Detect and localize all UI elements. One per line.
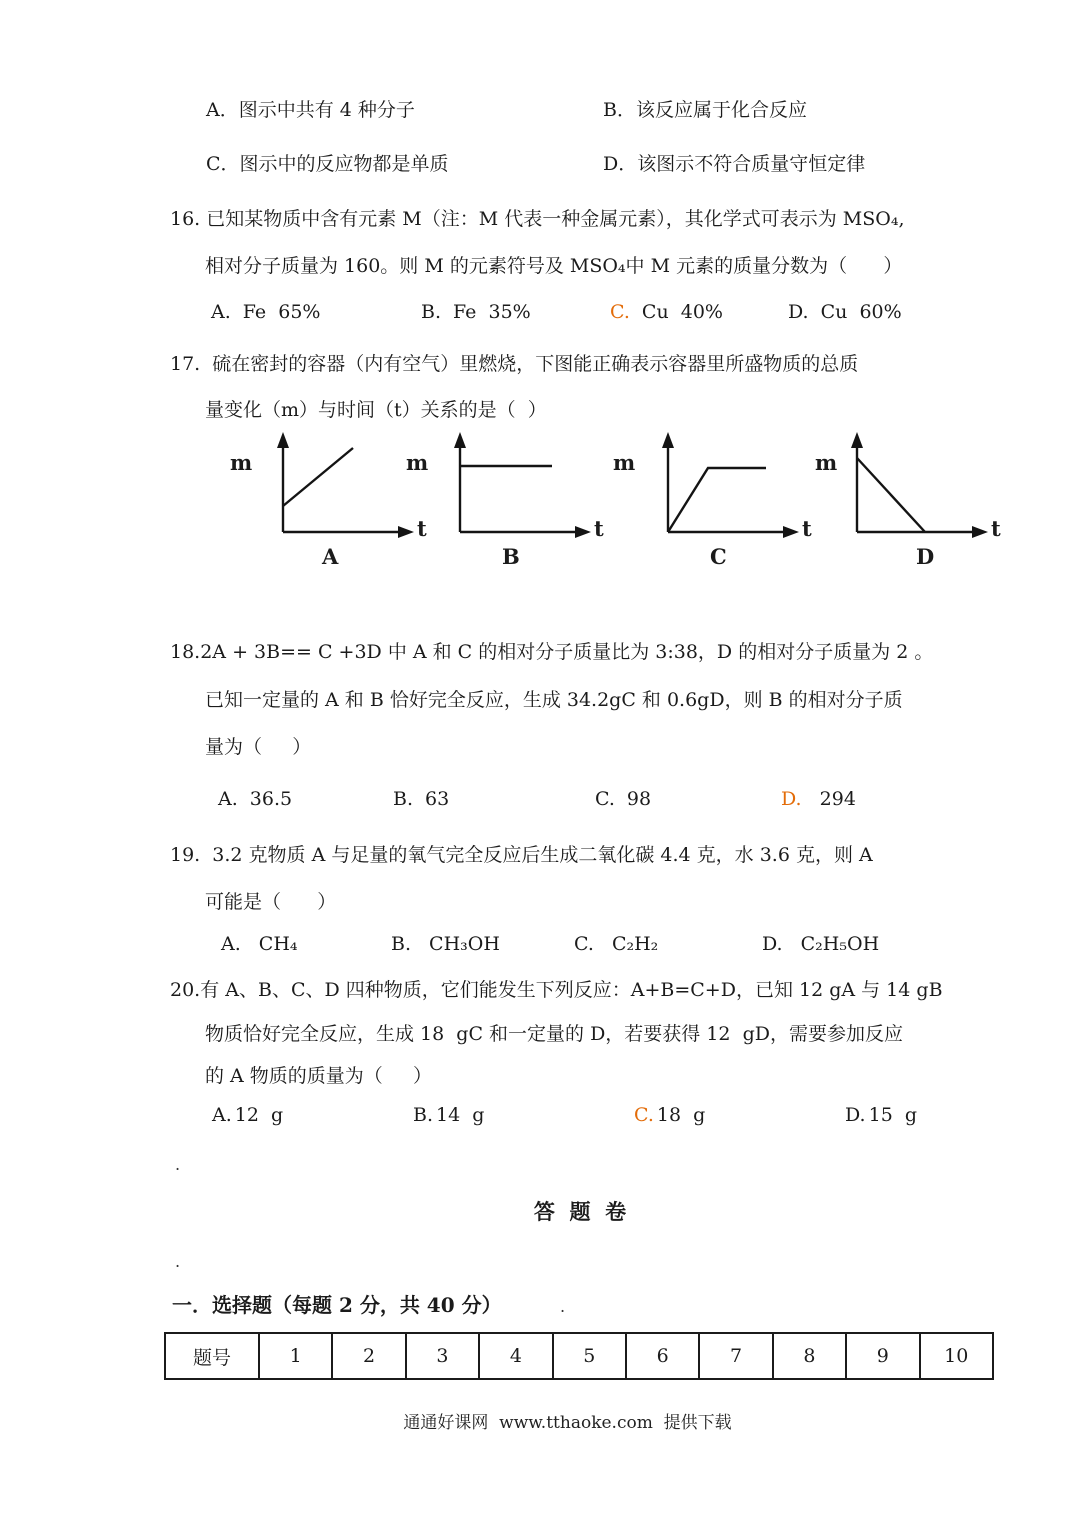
q16-option-d: D. Cu 60% (788, 301, 902, 323)
answer-cell-6: 6 (626, 1333, 699, 1379)
q20-option-a: A. 12 g (212, 1104, 284, 1126)
answer-cell-8: 8 (773, 1333, 846, 1379)
q19-line-1: 19. 3.2 克物质 A 与足量的氧气完全反应后生成二氧化碳 4.4 克，水 3.6 克，则 A (170, 844, 873, 866)
q18-line-2: 已知一定量的 A 和 B 恰好完全反应，生成 34.2gC 和 0.6gD，则 B 的相对分子质 (205, 689, 903, 711)
q17-graph-d-y-axis-label: m (815, 450, 838, 475)
q15-option-c: C．图示中的反应物都是单质 (206, 153, 449, 175)
q19-option-d: D. C₂H₅OH (762, 933, 880, 955)
answer-cell-7: 7 (699, 1333, 772, 1379)
answer-section-1-heading: 一．选择题（每题 2 分，共 40 分） (172, 1293, 502, 1317)
stray-dot-1: . (175, 1155, 181, 1174)
q19-option-a: A. CH₄ (221, 933, 298, 955)
q17-line-1: 17. 硫在密封的容器（内有空气）里燃烧，下图能正确表示容器里所盛物质的总质 (170, 353, 859, 375)
q18-option-a: A. 36.5 (218, 788, 293, 810)
q17-graph-c-y-axis-label: m (613, 450, 636, 475)
answer-cell-5: 5 (553, 1333, 626, 1379)
q17-graph-b-x-axis-label: t (594, 516, 604, 541)
q18-option-b: B. 63 (393, 788, 450, 810)
answer-table-header-cell: 题号 (165, 1333, 259, 1379)
q16-line-2: 相对分子质量为 160。则 M 的元素符号及 MSO₄中 M 元素的质量分数为（ ） (205, 255, 903, 277)
q20-line-3: 的 A 物质的质量为（ ） (205, 1065, 432, 1087)
q16-option-b: B. Fe 35% (421, 301, 531, 323)
answer-cell-10: 10 (920, 1333, 993, 1379)
q19-option-b: B. CH₃OH (391, 933, 500, 955)
answer-cell-4: 4 (479, 1333, 552, 1379)
answer-cell-1: 1 (259, 1333, 332, 1379)
q15-option-a: A．图示中共有 4 种分子 (206, 99, 415, 121)
q18-option-c: C. 98 (595, 788, 652, 810)
q20-option-b: B. 14 g (413, 1104, 485, 1126)
answer-cell-3: 3 (406, 1333, 479, 1379)
answer-sheet-title: 答 题 卷 (533, 1199, 627, 1224)
q17-graph-d (845, 432, 995, 544)
q18-line-1: 18.2A + 3B== C +3D 中 A 和 C 的相对分子质量比为 3:38，D 的相对分子质量为 2 。 (170, 641, 934, 663)
q17-graph-c-x-axis-label: t (802, 516, 812, 541)
answer-cell-9: 9 (846, 1333, 919, 1379)
q17-graph-c-letter: C (710, 544, 727, 569)
q17-graph-b-y-axis-label: m (406, 450, 429, 475)
q20-option-d: D. 15 g (845, 1104, 918, 1126)
q17-graph-c (656, 432, 806, 544)
answer-table-row (165, 1333, 993, 1379)
q17-graph-d-x-axis-label: t (991, 516, 1001, 541)
q15-option-d: D．该图示不符合质量守恒定律 (603, 153, 866, 175)
q20-line-1: 20.有 A、B、C、D 四种物质，它们能发生下列反应：A+B=C+D，已知 12 gA 与 14 gB (170, 979, 943, 1001)
q16-line-1: 16. 已知某物质中含有元素 M（注：M 代表一种金属元素），其化学式可表示为 MSO₄, (170, 208, 905, 230)
q16-option-a: A. Fe 65% (211, 301, 321, 323)
q18-option-d: D. 294 (781, 788, 856, 810)
q17-graph-d-letter: D (916, 544, 935, 569)
q17-graph-b (448, 432, 598, 544)
q17-graph-a-letter: A (322, 544, 339, 569)
q17-graph-a-x-axis-label: t (417, 516, 427, 541)
q20-option-c: C. 18 g (634, 1104, 706, 1126)
stray-dot-3: . (560, 1297, 566, 1316)
site-footer: 通通好课网 www.tthaoke.com 提供下载 (403, 1413, 732, 1433)
q20-line-2: 物质恰好完全反应，生成 18 gC 和一定量的 D，若要获得 12 gD，需要参加反应 (205, 1023, 904, 1045)
q16-option-c: C. Cu 40% (610, 301, 723, 323)
q17-graph-b-letter: B (502, 544, 520, 569)
q18-line-3: 量为（ ） (205, 736, 312, 758)
q19-line-2: 可能是（ ） (205, 891, 337, 913)
q17-graph-a-y-axis-label: m (230, 450, 253, 475)
q17-graph-a (271, 432, 421, 544)
stray-dot-2: . (175, 1252, 181, 1271)
answer-table (164, 1332, 994, 1380)
q19-option-c: C. C₂H₂ (574, 933, 659, 955)
q15-option-b: B．该反应属于化合反应 (603, 99, 807, 121)
q17-line-2: 量变化（m）与时间（t）关系的是（ ） (205, 399, 547, 421)
answer-cell-2: 2 (332, 1333, 405, 1379)
